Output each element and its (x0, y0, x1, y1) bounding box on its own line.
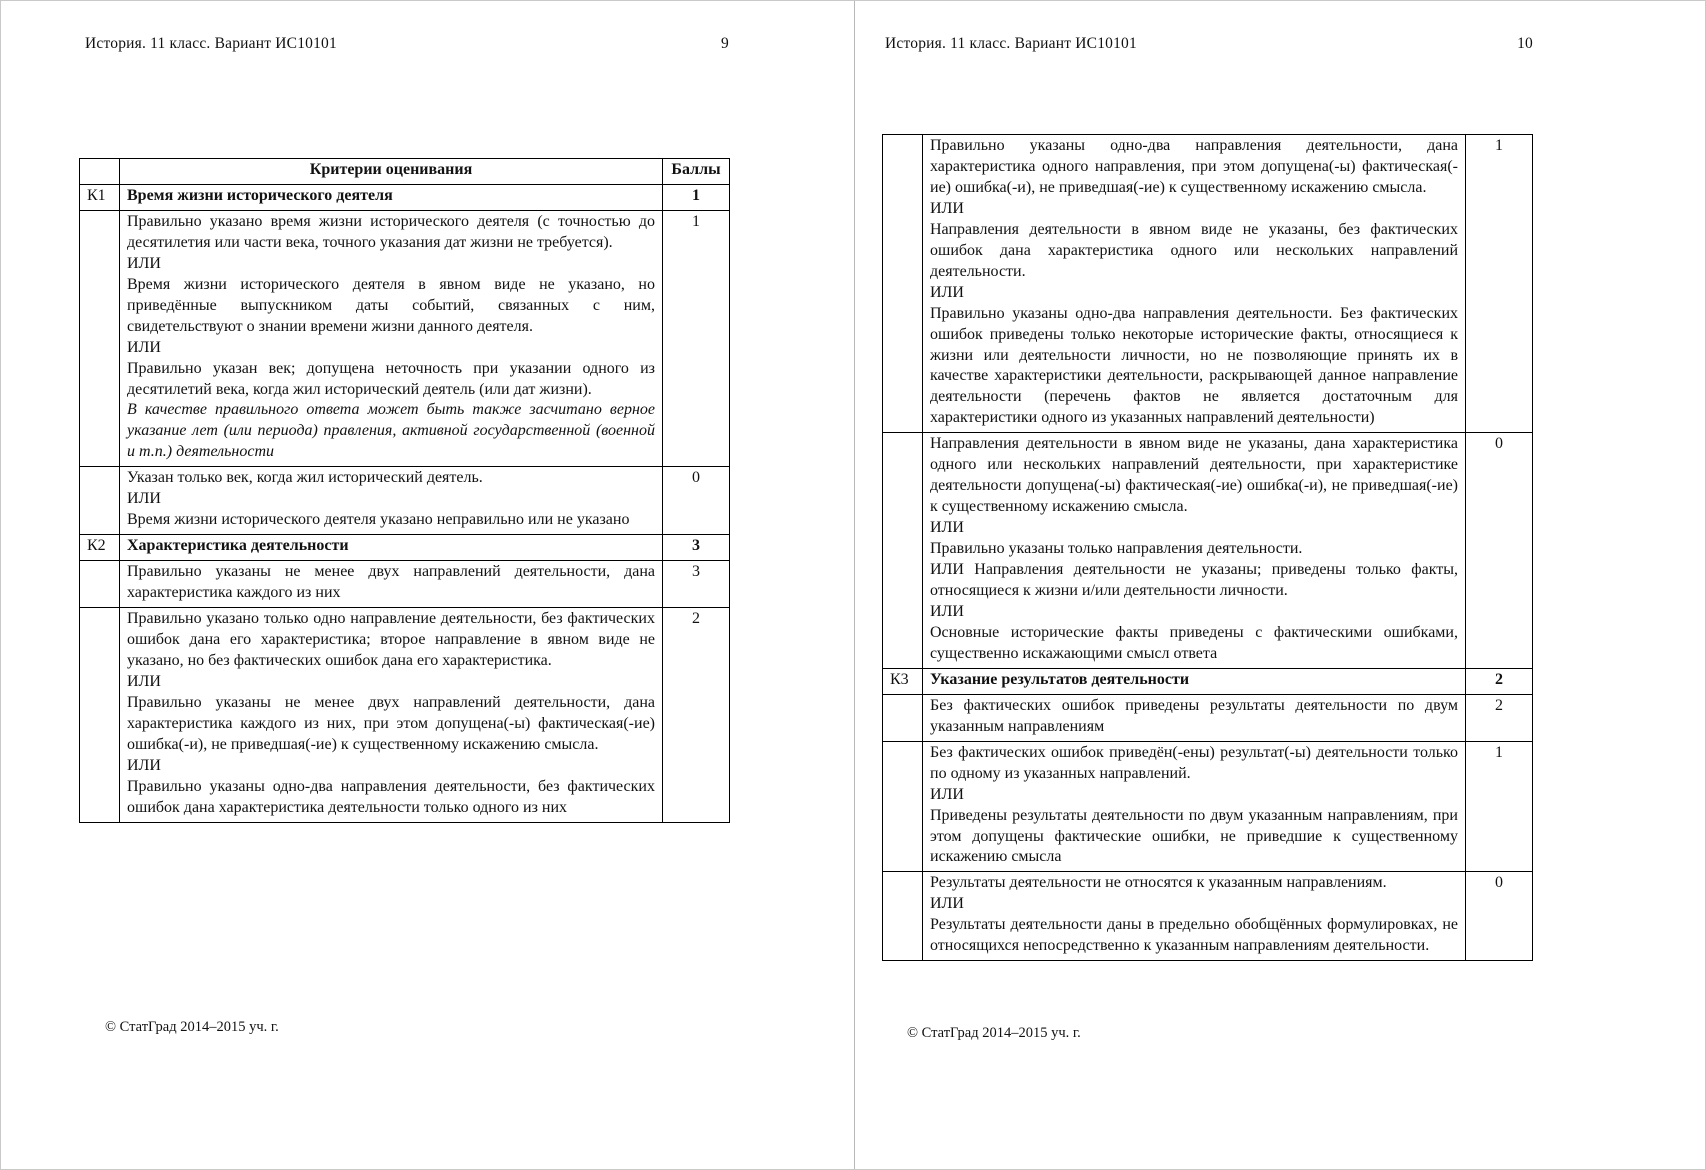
criteria-cell (923, 741, 1466, 872)
table-row (80, 561, 730, 608)
copyright-footer: © СтатГрад 2014–2015 уч. г. (907, 1025, 1081, 1041)
or-separator: ИЛИ (127, 254, 161, 272)
page-number: 9 (721, 35, 729, 52)
criterion-label: К2 (80, 535, 120, 561)
page-9 (1, 1, 854, 1169)
or-separator: ИЛИ (930, 519, 964, 537)
criteria-paragraph: Приведены результаты деятельности по двум указанным направлениям, при этом допущены фактические ошибки, не приведшие к существенному искажению смысла (930, 806, 1458, 866)
criteria-paragraph: ИЛИ Направления деятельности не указаны; приведены только факты, относящиеся к жизни и/или деятельности личности. (930, 561, 1458, 600)
table-row (80, 608, 730, 823)
or-separator: ИЛИ (930, 602, 964, 620)
row-label-cell (883, 433, 923, 668)
section-title: Время жизни исторического деятеля (120, 184, 663, 210)
table-row (883, 433, 1533, 668)
criteria-paragraph: Правильно указаны одно-два направления деятельности, без фактических ошибок дана характеристика деятельности только одного из них (127, 777, 655, 816)
criteria-paragraph: Основные исторические факты приведены с фактическими ошибками, существенно искажающими смысл ответа (930, 623, 1458, 662)
row-label-cell (883, 872, 923, 961)
criteria-paragraph: Правильно указаны не менее двух направлений деятельности, дана характеристика каждого из них (127, 563, 655, 602)
section-row-k2 (80, 535, 730, 561)
or-separator: ИЛИ (127, 756, 161, 774)
score-column-header: Баллы (663, 159, 730, 185)
or-separator: ИЛИ (930, 785, 964, 803)
row-label-cell (80, 561, 120, 608)
section-score: 2 (1466, 668, 1533, 694)
row-label-cell (883, 741, 923, 872)
table-row (883, 872, 1533, 961)
score-cell: 1 (663, 210, 730, 466)
page-10 (854, 1, 1706, 1169)
table-row (80, 467, 730, 535)
row-label-cell (80, 608, 120, 823)
criteria-cell (120, 561, 663, 608)
row-label-cell (883, 135, 923, 433)
criterion-label: К1 (80, 184, 120, 210)
or-separator: ИЛИ (127, 490, 161, 508)
page-header (85, 35, 729, 53)
table-row (80, 210, 730, 466)
or-separator: ИЛИ (127, 338, 161, 356)
criteria-paragraph: Направления деятельности в явном виде не указаны, дана характеристика одного или нескольких направлений деятельности, при характеристике деятельности допущена(-ы) фактическая(-ие) ошибка(-и), не приведшая(-ие) к существенному искажению смысла. (930, 435, 1458, 516)
document-title: История. 11 класс. Вариант ИС10101 (85, 35, 337, 52)
section-score: 1 (663, 184, 730, 210)
page-header (885, 35, 1533, 53)
criteria-column-header: Критерии оценивания (120, 159, 663, 185)
section-row-k3 (883, 668, 1533, 694)
score-cell: 2 (663, 608, 730, 823)
criteria-paragraph: Правильно указаны не менее двух направлений деятельности, дана характеристика каждого из них, при этом допущена(-ы) фактическая(-ие) ошибка(-и), не приведшая(-ие) к существенному искажению смысла. (127, 693, 655, 753)
section-title: Указание результатов деятельности (923, 668, 1466, 694)
or-separator: ИЛИ (930, 199, 964, 217)
criteria-paragraph: Указан только век, когда жил исторический деятель. (127, 469, 483, 487)
criteria-paragraph: Правильно указаны только направления деятельности. (930, 540, 1303, 558)
criteria-paragraph: Результаты деятельности даны в предельно обобщённых формулировках, не относящихся непосредственно к указанным направлениям деятельности. (930, 916, 1458, 955)
section-title: Характеристика деятельности (120, 535, 663, 561)
or-separator: ИЛИ (127, 672, 161, 690)
score-cell: 1 (1466, 741, 1533, 872)
copyright-footer: © СтатГрад 2014–2015 уч. г. (105, 1019, 279, 1035)
criteria-paragraph: Без фактических ошибок приведены результаты деятельности по двум указанным направлениям (930, 696, 1458, 735)
criteria-paragraph: Направления деятельности в явном виде не указаны, без фактических ошибок дана характеристика одного или нескольких направлений деятельности. (930, 220, 1458, 280)
criteria-paragraph: Правильно указан век; допущена неточность при указании одного из десятилетий века, когда жил исторический деятель (или дат жизни). (127, 359, 655, 398)
criteria-cell (120, 210, 663, 466)
score-cell: 0 (1466, 872, 1533, 961)
table-row (883, 694, 1533, 741)
document-title: История. 11 класс. Вариант ИС10101 (885, 35, 1137, 52)
or-separator: ИЛИ (930, 283, 964, 301)
page-number: 10 (1517, 35, 1533, 52)
criteria-paragraph: Правильно указаны одно-два направления деятельности, дана характеристика одного направления, при этом допущена(-ы) фактическая(-ие) ошибка(-и), не приведшая(-ие) к существенному искажению смысла. (930, 137, 1458, 196)
table-row (883, 135, 1533, 433)
criteria-paragraph: Время жизни исторического деятеля в явном виде не указано, но приведённые выпускником даты событий, связанных с ним, свидетельствуют о знании времени жизни данного деятеля. (127, 275, 655, 335)
score-cell: 3 (663, 561, 730, 608)
criteria-cell (120, 608, 663, 823)
table-header-row (80, 159, 730, 185)
criteria-paragraph-italic: В качестве правильного ответа может быть также засчитано верное указание лет (или периода) правления, активной государственной (военной и т.п.) деятельности (127, 401, 655, 461)
row-label-cell (80, 210, 120, 466)
score-cell: 0 (1466, 433, 1533, 668)
corner-cell (80, 159, 120, 185)
criteria-paragraph: Без фактических ошибок приведён(-ены) результат(-ы) деятельности только по одному из указанных направлений. (930, 743, 1458, 782)
criteria-paragraph: Правильно указано только одно направление деятельности, без фактических ошибок дана его характеристика; второе направление в явном виде не указано, но без фактических ошибок дана его характеристика. (127, 610, 655, 669)
score-cell: 2 (1466, 694, 1533, 741)
criteria-paragraph: Результаты деятельности не относятся к указанным направлениям. (930, 874, 1387, 892)
criteria-cell (923, 694, 1466, 741)
criteria-cell (120, 467, 663, 535)
score-cell: 0 (663, 467, 730, 535)
or-separator: ИЛИ (930, 895, 964, 913)
criteria-table-right (882, 134, 1533, 961)
criterion-label: К3 (883, 668, 923, 694)
criteria-paragraph: Время жизни исторического деятеля указано неправильно или не указано (127, 511, 630, 529)
criteria-cell (923, 872, 1466, 961)
criteria-cell (923, 135, 1466, 433)
criteria-paragraph: Правильно указано время жизни исторического деятеля (с точностью до десятилетия или части века, точного указания дат жизни не требуется). (127, 212, 655, 251)
criteria-cell (923, 433, 1466, 668)
criteria-table-left (79, 158, 730, 823)
section-row-k1 (80, 184, 730, 210)
row-label-cell (80, 467, 120, 535)
criteria-paragraph: Правильно указаны одно-два направления деятельности. Без фактических ошибок приведены только некоторые исторические факты, относящиеся к жизни или деятельности личности, но не позволяющие принять их в качестве характеристики деятельности, раскрывающей данное направление деятельности (перечень фактов не является достаточным для характеристики одного из указанных направлений деятельности) (930, 304, 1458, 427)
row-label-cell (883, 694, 923, 741)
table-row (883, 741, 1533, 872)
section-score: 3 (663, 535, 730, 561)
score-cell: 1 (1466, 135, 1533, 433)
